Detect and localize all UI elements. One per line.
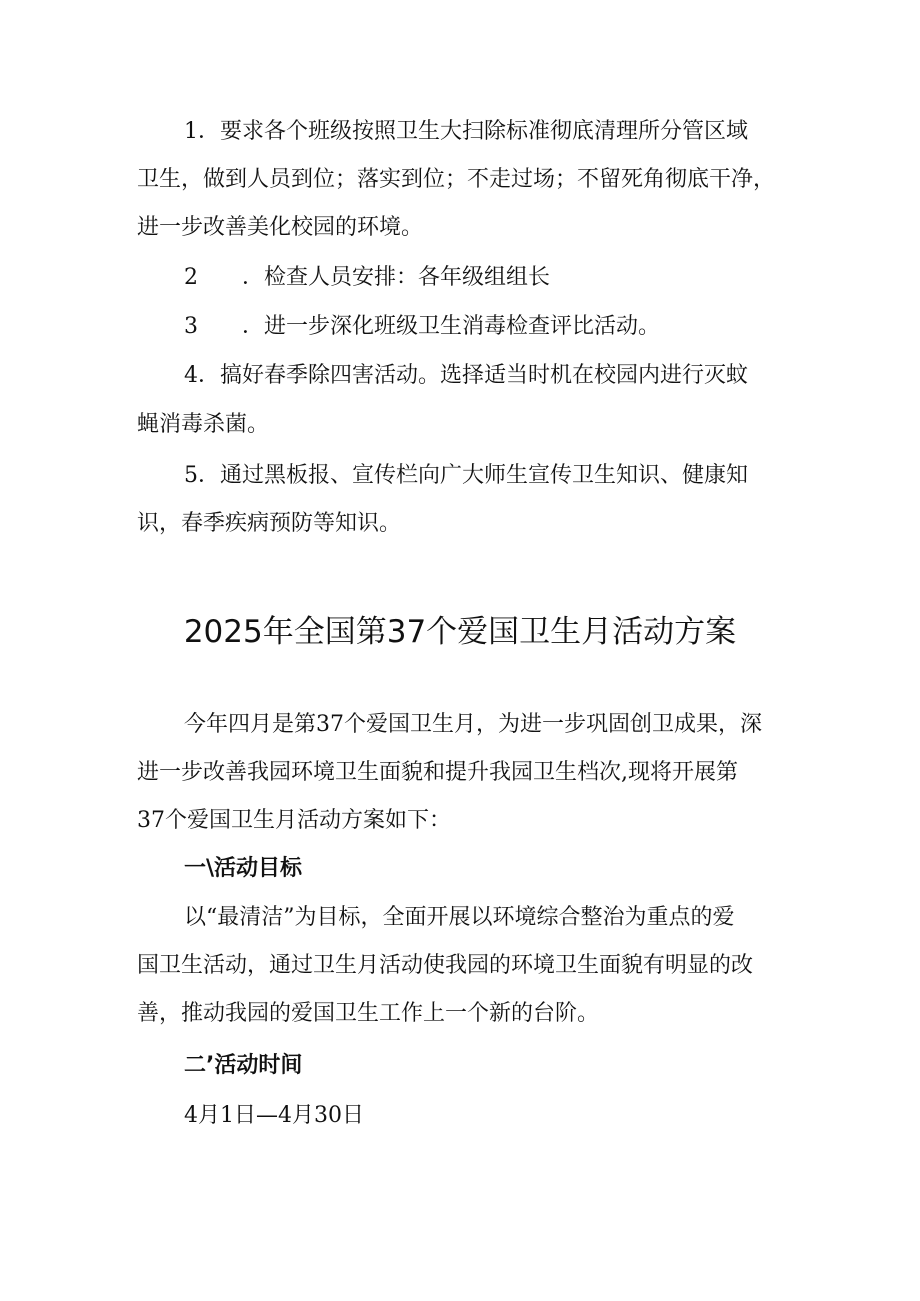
item-1-line-2: 卫生，做到人员到位；落实到位；不走过场；不留死角彻底干净， [137,167,776,192]
section-1-line-1: 以“最清洁”为目标，全面开展以环境综合整治为重点的爱 [184,905,735,930]
doc-title: 2025年全国第37个爱国卫生月活动方案 [183,614,737,650]
intro-line-3: 37个爱国卫生月活动方案如下： [137,808,451,833]
item-1-line-1: 1．要求各个班级按照卫生大扫除标准彻底清理所分管区域 [184,119,748,144]
item-5-line-2: 识，春季疾病预防等知识。 [137,511,402,536]
item-2-line-1: 2 ．检查人员安排：各年级组组长 [184,265,550,290]
item-4-line-2: 蝇消毒杀菌。 [137,412,270,437]
item-4-line-1: 4．搞好春季除四害活动。选择适当时机在校园内进行灭蚊 [184,363,748,388]
item-5-line-1: 5．通过黑板报、宣传栏向广大师生宣传卫生知识、健康知 [184,463,748,488]
section-2-heading: 二’活动时间 [184,1053,303,1078]
item-1-line-3: 进一步改善美化校园的环境。 [137,215,424,240]
item-3-line-1: 3 ．进一步深化班级卫生消毒检查评比活动。 [184,314,660,339]
section-1-line-2: 国卫生活动，通过卫生月活动使我园的环境卫生面貌有明显的改 [137,953,754,978]
section-2-line-1: 4月1日—4月30日 [184,1103,364,1128]
section-1-heading: 一\活动目标 [184,856,303,881]
intro-line-1: 今年四月是第37个爱国卫生月，为进一步巩固创卫成果，深 [184,712,762,737]
intro-line-2: 进一步改善我园环境卫生面貌和提升我园卫生档次,现将开展第 [137,760,738,785]
section-1-line-3: 善，推动我园的爱国卫生工作上一个新的台阶。 [137,1001,600,1026]
